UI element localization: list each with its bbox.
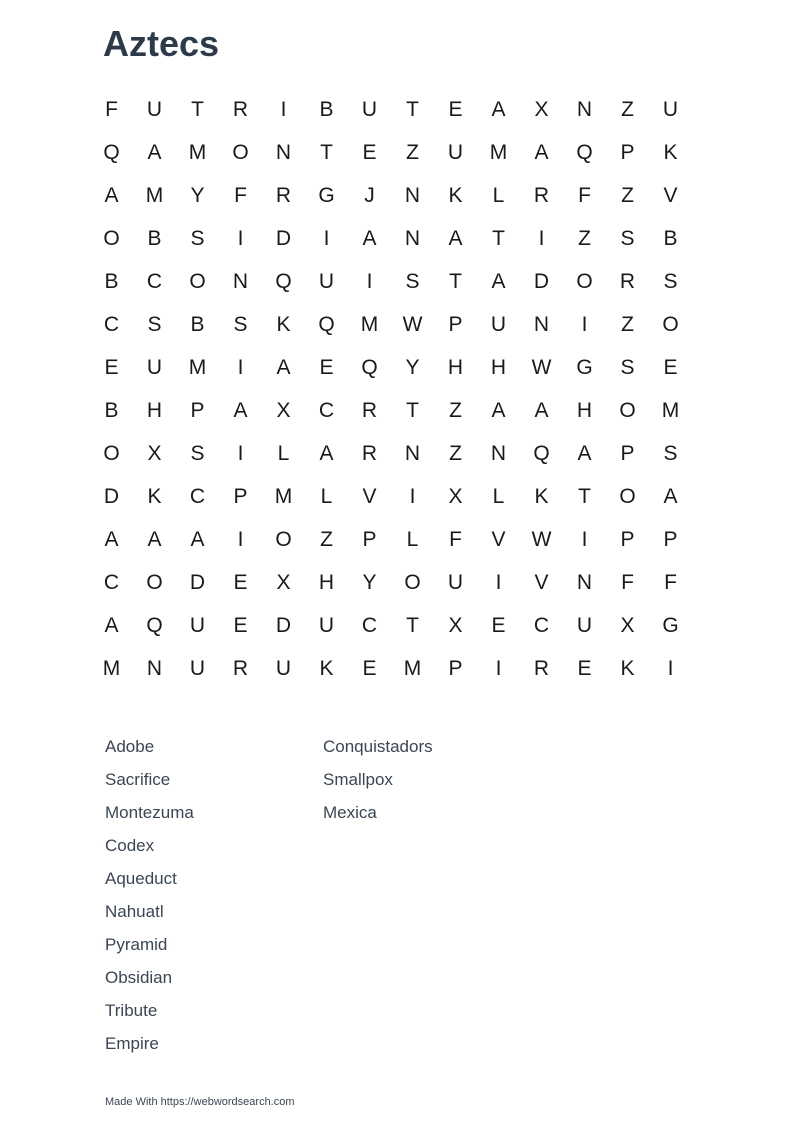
grid-letter: Y [190, 183, 205, 207]
grid-letter: W [402, 312, 423, 336]
grid-letter: N [404, 226, 421, 250]
grid-letter: U [189, 656, 206, 680]
grid-letter: R [361, 398, 378, 422]
grid-letter: Q [533, 441, 550, 465]
grid-letter: S [620, 355, 635, 379]
grid-letter: H [318, 570, 335, 594]
grid-letter: K [448, 183, 463, 207]
grid-letter: G [662, 613, 679, 637]
grid-letter: P [620, 441, 635, 465]
grid-letter: M [188, 355, 207, 379]
grid-letter: X [448, 484, 463, 508]
grid-letter: N [490, 441, 507, 465]
word-list-item: Smallpox [323, 770, 393, 789]
grid-letter: M [145, 183, 164, 207]
grid-letter: I [581, 527, 588, 551]
grid-letter: H [447, 355, 464, 379]
grid-letter: A [276, 355, 291, 379]
grid-letter: C [103, 570, 120, 594]
grid-letter: E [577, 656, 592, 680]
word-list-item: Montezuma [105, 803, 194, 822]
grid-letter: I [237, 441, 244, 465]
grid-letter: S [147, 312, 162, 336]
grid-letter: D [189, 570, 206, 594]
grid-letter: L [406, 527, 419, 551]
grid-letter: I [667, 656, 674, 680]
grid-letter: C [533, 613, 550, 637]
grid-letter: O [404, 570, 421, 594]
grid-letter: Z [449, 441, 462, 465]
grid-letter: T [492, 226, 505, 250]
grid-letter: J [364, 183, 375, 207]
grid-letter: P [620, 527, 635, 551]
grid-letter: S [405, 269, 420, 293]
word-list-item: Conquistadors [323, 737, 433, 756]
grid-letter: N [232, 269, 249, 293]
grid-letter: U [275, 656, 292, 680]
grid-letter: B [190, 312, 205, 336]
grid-letter: F [449, 527, 462, 551]
grid-letter: R [275, 183, 292, 207]
grid-letter: C [318, 398, 335, 422]
grid-letter: F [621, 570, 634, 594]
grid-letter: T [406, 613, 419, 637]
grid-letter: U [576, 613, 593, 637]
grid-letter: U [447, 140, 464, 164]
grid-letter: E [319, 355, 334, 379]
grid-letter: A [104, 613, 119, 637]
grid-letter: N [404, 441, 421, 465]
grid-letter: B [104, 398, 119, 422]
grid-letter: A [147, 140, 162, 164]
grid-letter: X [276, 398, 291, 422]
grid-letter: U [318, 269, 335, 293]
grid-letter: I [495, 570, 502, 594]
grid-letter: Z [406, 140, 419, 164]
grid-letter: E [362, 140, 377, 164]
grid-letter: N [275, 140, 292, 164]
grid-letter: U [662, 97, 679, 121]
grid-letter: T [449, 269, 462, 293]
grid-letter: D [533, 269, 550, 293]
grid-letter: T [406, 398, 419, 422]
grid-letter: I [366, 269, 373, 293]
grid-letter: A [491, 398, 506, 422]
grid-letter: P [190, 398, 205, 422]
grid-letter: U [189, 613, 206, 637]
puzzle-grid [90, 88, 692, 690]
grid-letter: N [146, 656, 163, 680]
grid-letter: A [362, 226, 377, 250]
grid-letter: K [534, 484, 549, 508]
grid-letter: K [147, 484, 162, 508]
grid-letter: E [233, 570, 248, 594]
grid-letter: O [619, 398, 636, 422]
grid-letter: R [361, 441, 378, 465]
grid-letter: U [146, 97, 163, 121]
footer-credit: Made With https://webwordsearch.com [105, 1096, 295, 1108]
grid-letter: M [403, 656, 422, 680]
grid-letter: Z [621, 312, 634, 336]
grid-letter: M [489, 140, 508, 164]
grid-letter: S [233, 312, 248, 336]
word-list-item: Codex [105, 836, 155, 855]
grid-letter: P [448, 656, 463, 680]
grid-letter: V [534, 570, 549, 594]
grid-letter: S [190, 226, 205, 250]
grid-letter: L [492, 183, 505, 207]
grid-letter: Q [146, 613, 163, 637]
grid-letter: U [447, 570, 464, 594]
grid-letter: A [319, 441, 334, 465]
grid-letter: A [491, 269, 506, 293]
grid-letter: K [663, 140, 678, 164]
grid-letter: I [237, 527, 244, 551]
grid-letter: A [448, 226, 463, 250]
grid-letter: P [663, 527, 678, 551]
grid-letter: B [663, 226, 678, 250]
grid-letter: M [274, 484, 293, 508]
grid-letter: S [190, 441, 205, 465]
grid-letter: O [576, 269, 593, 293]
grid-letter: U [146, 355, 163, 379]
word-list-item: Aqueduct [105, 869, 177, 888]
grid-letter: A [190, 527, 205, 551]
grid-letter: V [491, 527, 506, 551]
grid-letter: P [620, 140, 635, 164]
grid-letter: Q [361, 355, 378, 379]
grid-letter: U [361, 97, 378, 121]
grid-letter: I [495, 656, 502, 680]
grid-letter: A [534, 140, 549, 164]
word-list [105, 736, 605, 1066]
grid-letter: I [538, 226, 545, 250]
grid-letter: F [664, 570, 677, 594]
grid-letter: W [531, 527, 552, 551]
word-list-item: Sacrifice [105, 770, 171, 789]
grid-letter: R [232, 656, 249, 680]
grid-letter: X [276, 570, 291, 594]
grid-letter: Z [320, 527, 333, 551]
grid-letter: R [533, 656, 550, 680]
grid-letter: I [581, 312, 588, 336]
grid-letter: B [104, 269, 119, 293]
grid-letter: H [146, 398, 163, 422]
grid-letter: B [319, 97, 334, 121]
grid-letter: C [103, 312, 120, 336]
grid-letter: P [362, 527, 377, 551]
grid-letter: E [491, 613, 506, 637]
grid-letter: H [576, 398, 593, 422]
grid-letter: A [104, 527, 119, 551]
grid-letter: I [237, 226, 244, 250]
grid-letter: A [147, 527, 162, 551]
grid-letter: X [147, 441, 162, 465]
grid-letter: L [320, 484, 333, 508]
grid-letter: R [533, 183, 550, 207]
grid-letter: E [104, 355, 119, 379]
grid-letter: A [104, 183, 119, 207]
grid-letter: K [319, 656, 334, 680]
grid-letter: N [576, 97, 593, 121]
grid-letter: Z [449, 398, 462, 422]
grid-letter: I [323, 226, 330, 250]
grid-letter: O [232, 140, 249, 164]
grid-letter: W [531, 355, 552, 379]
grid-letter: T [406, 97, 419, 121]
word-list-item: Obsidian [105, 968, 173, 987]
grid-letter: O [189, 269, 206, 293]
grid-letter: X [448, 613, 463, 637]
grid-letter: X [534, 97, 549, 121]
grid-letter: M [360, 312, 379, 336]
grid-letter: D [103, 484, 120, 508]
grid-letter: R [619, 269, 636, 293]
grid-letter: A [491, 97, 506, 121]
grid-letter: Z [621, 97, 634, 121]
grid-letter: E [362, 656, 377, 680]
grid-letter: S [663, 269, 678, 293]
grid-letter: F [234, 183, 247, 207]
grid-letter: C [361, 613, 378, 637]
word-list-item: Mexica [323, 803, 377, 822]
grid-letter: M [102, 656, 121, 680]
grid-letter: T [578, 484, 591, 508]
grid-letter: N [576, 570, 593, 594]
grid-letter: O [275, 527, 292, 551]
grid-letter: Z [578, 226, 591, 250]
grid-letter: S [620, 226, 635, 250]
grid-letter: B [147, 226, 162, 250]
word-list-item: Empire [105, 1034, 159, 1053]
grid-letter: L [277, 441, 290, 465]
grid-letter: M [188, 140, 207, 164]
grid-letter: O [662, 312, 679, 336]
grid-letter: S [663, 441, 678, 465]
grid-letter: A [663, 484, 678, 508]
grid-letter: M [661, 398, 680, 422]
grid-letter: L [492, 484, 505, 508]
grid-letter: I [237, 355, 244, 379]
grid-letter: R [232, 97, 249, 121]
grid-letter: I [409, 484, 416, 508]
grid-letter: N [404, 183, 421, 207]
grid-letter: Q [103, 140, 120, 164]
grid-letter: G [318, 183, 335, 207]
grid-letter: Q [576, 140, 593, 164]
grid-letter: A [534, 398, 549, 422]
grid-letter: O [103, 441, 120, 465]
grid-letter: E [448, 97, 463, 121]
grid-letter: K [620, 656, 635, 680]
word-list-item: Adobe [105, 737, 155, 756]
grid-letter: A [577, 441, 592, 465]
grid-letter: V [663, 183, 678, 207]
grid-letter: D [275, 226, 292, 250]
grid-letter: A [233, 398, 248, 422]
grid-letter: G [576, 355, 593, 379]
grid-letter: E [233, 613, 248, 637]
grid-letter: T [191, 97, 204, 121]
grid-letter: Q [318, 312, 335, 336]
grid-letter: O [619, 484, 636, 508]
grid-letter: E [663, 355, 678, 379]
grid-letter: O [103, 226, 120, 250]
grid-letter: P [233, 484, 248, 508]
grid-letter: Q [275, 269, 292, 293]
grid-letter: K [276, 312, 291, 336]
grid-letter: Y [405, 355, 420, 379]
grid-letter: V [362, 484, 377, 508]
grid-letter: X [620, 613, 635, 637]
grid-letter: U [318, 613, 335, 637]
word-list-item: Pyramid [105, 935, 168, 954]
word-list-item: Tribute [105, 1001, 158, 1020]
grid-letter: C [146, 269, 163, 293]
page-title: Aztecs [103, 23, 220, 64]
grid-letter: C [189, 484, 206, 508]
grid-letter: H [490, 355, 507, 379]
grid-letter: I [280, 97, 287, 121]
grid-letter: P [448, 312, 463, 336]
grid-letter: D [275, 613, 292, 637]
grid-letter: O [146, 570, 163, 594]
grid-letter: F [105, 97, 118, 121]
grid-letter: U [490, 312, 507, 336]
grid-letter: Z [621, 183, 634, 207]
grid-letter: Y [362, 570, 377, 594]
grid-letter: N [533, 312, 550, 336]
word-list-item: Nahuatl [105, 902, 164, 921]
grid-letter: T [320, 140, 333, 164]
grid-letter: F [578, 183, 591, 207]
